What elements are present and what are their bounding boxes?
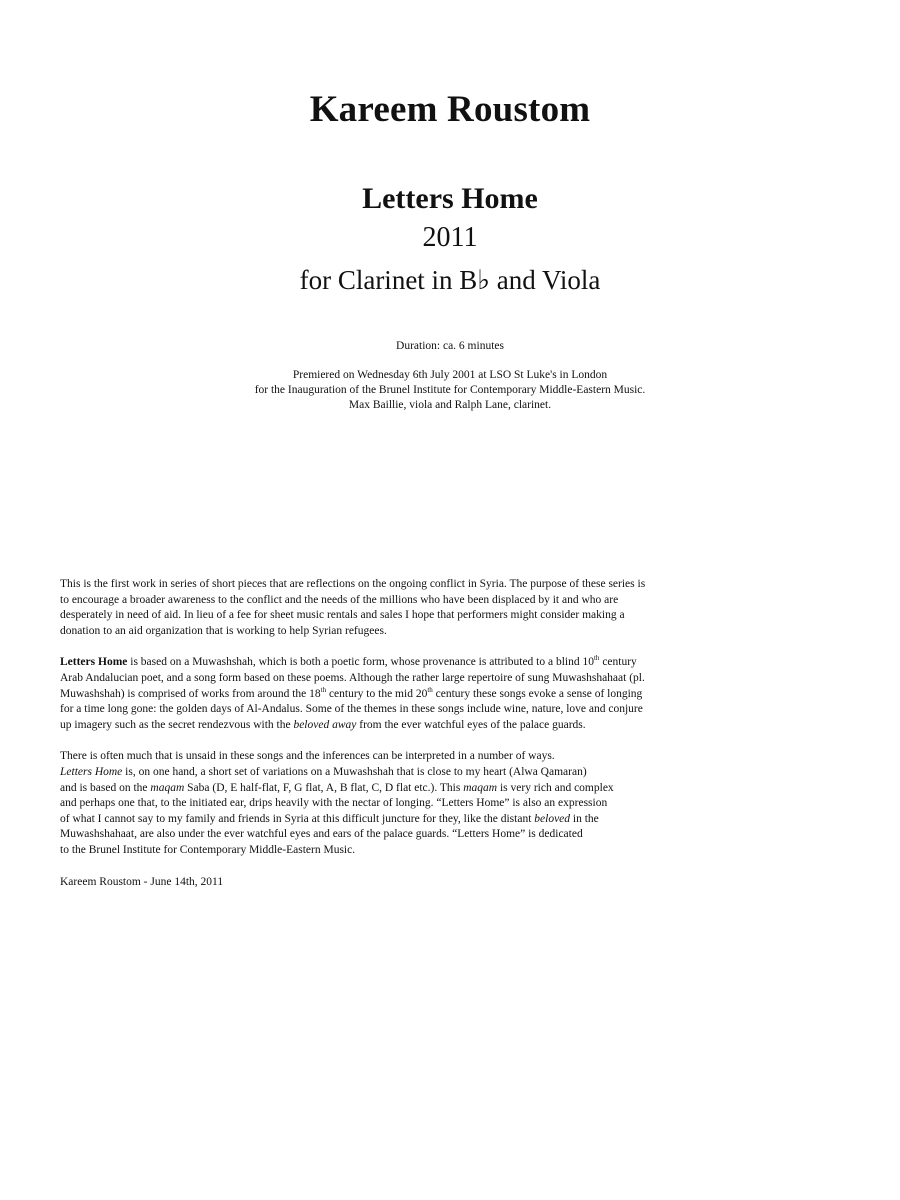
- premiere-line: Premiered on Wednesday 6th July 2001 at LSO St Luke's in London: [292, 369, 608, 381]
- italic-title: Letters Home: [60, 765, 123, 778]
- notes-paragraph-3: [60, 749, 760, 858]
- text-span: and is based on the: [60, 781, 151, 794]
- premiere-line: for the Inauguration of the Brunel Institute for Contemporary Middle-Eastern Music.: [254, 384, 646, 396]
- text-line: Muwashshahaat, are also under the ever watchful eyes and ears of the palace guards. “Letters Home” is dedicated: [60, 828, 583, 841]
- text-line: [60, 655, 760, 671]
- text-span: century to the mid 20: [326, 687, 428, 700]
- text-line: to the Brunel Institute for Contemporary Middle-Eastern Music.: [60, 843, 356, 856]
- text-span: is very rich and complex: [497, 781, 614, 794]
- italic-word: maqam: [150, 781, 185, 794]
- premiere-info: [0, 368, 900, 413]
- italic-word: beloved: [534, 812, 571, 825]
- text-line: donation to an aid organization that is working to help Syrian refugees.: [60, 624, 387, 637]
- text-line: This is the first work in series of short pieces that are reflections on the ongoing conflict in Syria. The purpose of these series is: [60, 578, 646, 590]
- notes-paragraph-2: [60, 655, 760, 733]
- duration: Duration: ca. 6 minutes: [396, 340, 504, 352]
- composer-name: Kareem Roustom: [309, 89, 591, 130]
- text-span: century: [599, 656, 637, 669]
- text-line: desperately in need of aid. In lieu of a fee for sheet music rentals and sales I hope that performers might consider making a: [60, 609, 625, 622]
- superscript: th: [320, 685, 327, 694]
- instrumentation: for Clarinet in B♭ and Viola: [299, 265, 601, 295]
- italic-word: beloved: [293, 718, 330, 731]
- work-year: 2011: [422, 222, 478, 253]
- text-line: Arab Andalucian poet, and a song form based on these poems. Although the rather large repertoire of sung Muwashshahaat (pl.: [60, 671, 645, 684]
- work-title-bold: Letters Home: [60, 656, 128, 669]
- text-line: [60, 765, 760, 781]
- superscript: th: [427, 685, 433, 694]
- text-line: to encourage a broader awareness to the conflict and the needs of the millions who have been displaced by it and who are: [60, 593, 619, 606]
- text-line: [60, 812, 760, 828]
- notes-paragraph-1: [60, 577, 760, 639]
- text-span: is, on one hand, a short set of variations on a Muwashshah that is close to my heart (Alwa Qamaran): [122, 765, 587, 778]
- text-line: and perhaps one that, to the initiated ear, drips heavily with the nectar of longing. “Letters Home” is also an expression: [60, 797, 608, 810]
- superscript: th: [593, 654, 600, 663]
- text-span: up imagery such as the secret rendezvous with the: [60, 718, 294, 731]
- italic-word: maqam: [463, 781, 498, 794]
- italic-word: away: [329, 718, 357, 731]
- text-line: [60, 781, 760, 797]
- text-span: Saba (D, E half-flat, F, G flat, A, B flat, C, D flat etc.). This: [184, 781, 464, 794]
- text-span: century these songs evoke a sense of longing: [432, 687, 643, 700]
- text-line: for a time long gone: the golden days of Al-Andalus. Some of the themes in these songs include wine, nature, love and conjure: [60, 703, 643, 716]
- text-span: in the: [570, 812, 599, 825]
- text-line: [60, 718, 760, 734]
- text-span: from the ever watchful eyes of the palace guards.: [356, 718, 586, 731]
- text-span: Muwashshah) is comprised of works from around the 18: [60, 687, 321, 700]
- premiere-line: Max Baillie, viola and Ralph Lane, clarinet.: [348, 399, 552, 411]
- text-span: of what I cannot say to my family and friends in Syria at this difficult juncture for they, like the distant: [60, 812, 535, 825]
- work-title: Letters Home: [362, 182, 538, 215]
- text-line: There is often much that is unsaid in these songs and the inferences can be interpreted in a number of ways.: [60, 750, 555, 763]
- text-span: is based on a Muwashshah, which is both a poetic form, whose provenance is attributed to a blind 10: [127, 656, 594, 669]
- program-notes: [60, 577, 760, 890]
- text-line: [60, 687, 760, 703]
- signature-line: Kareem Roustom - June 14th, 2011: [60, 875, 224, 888]
